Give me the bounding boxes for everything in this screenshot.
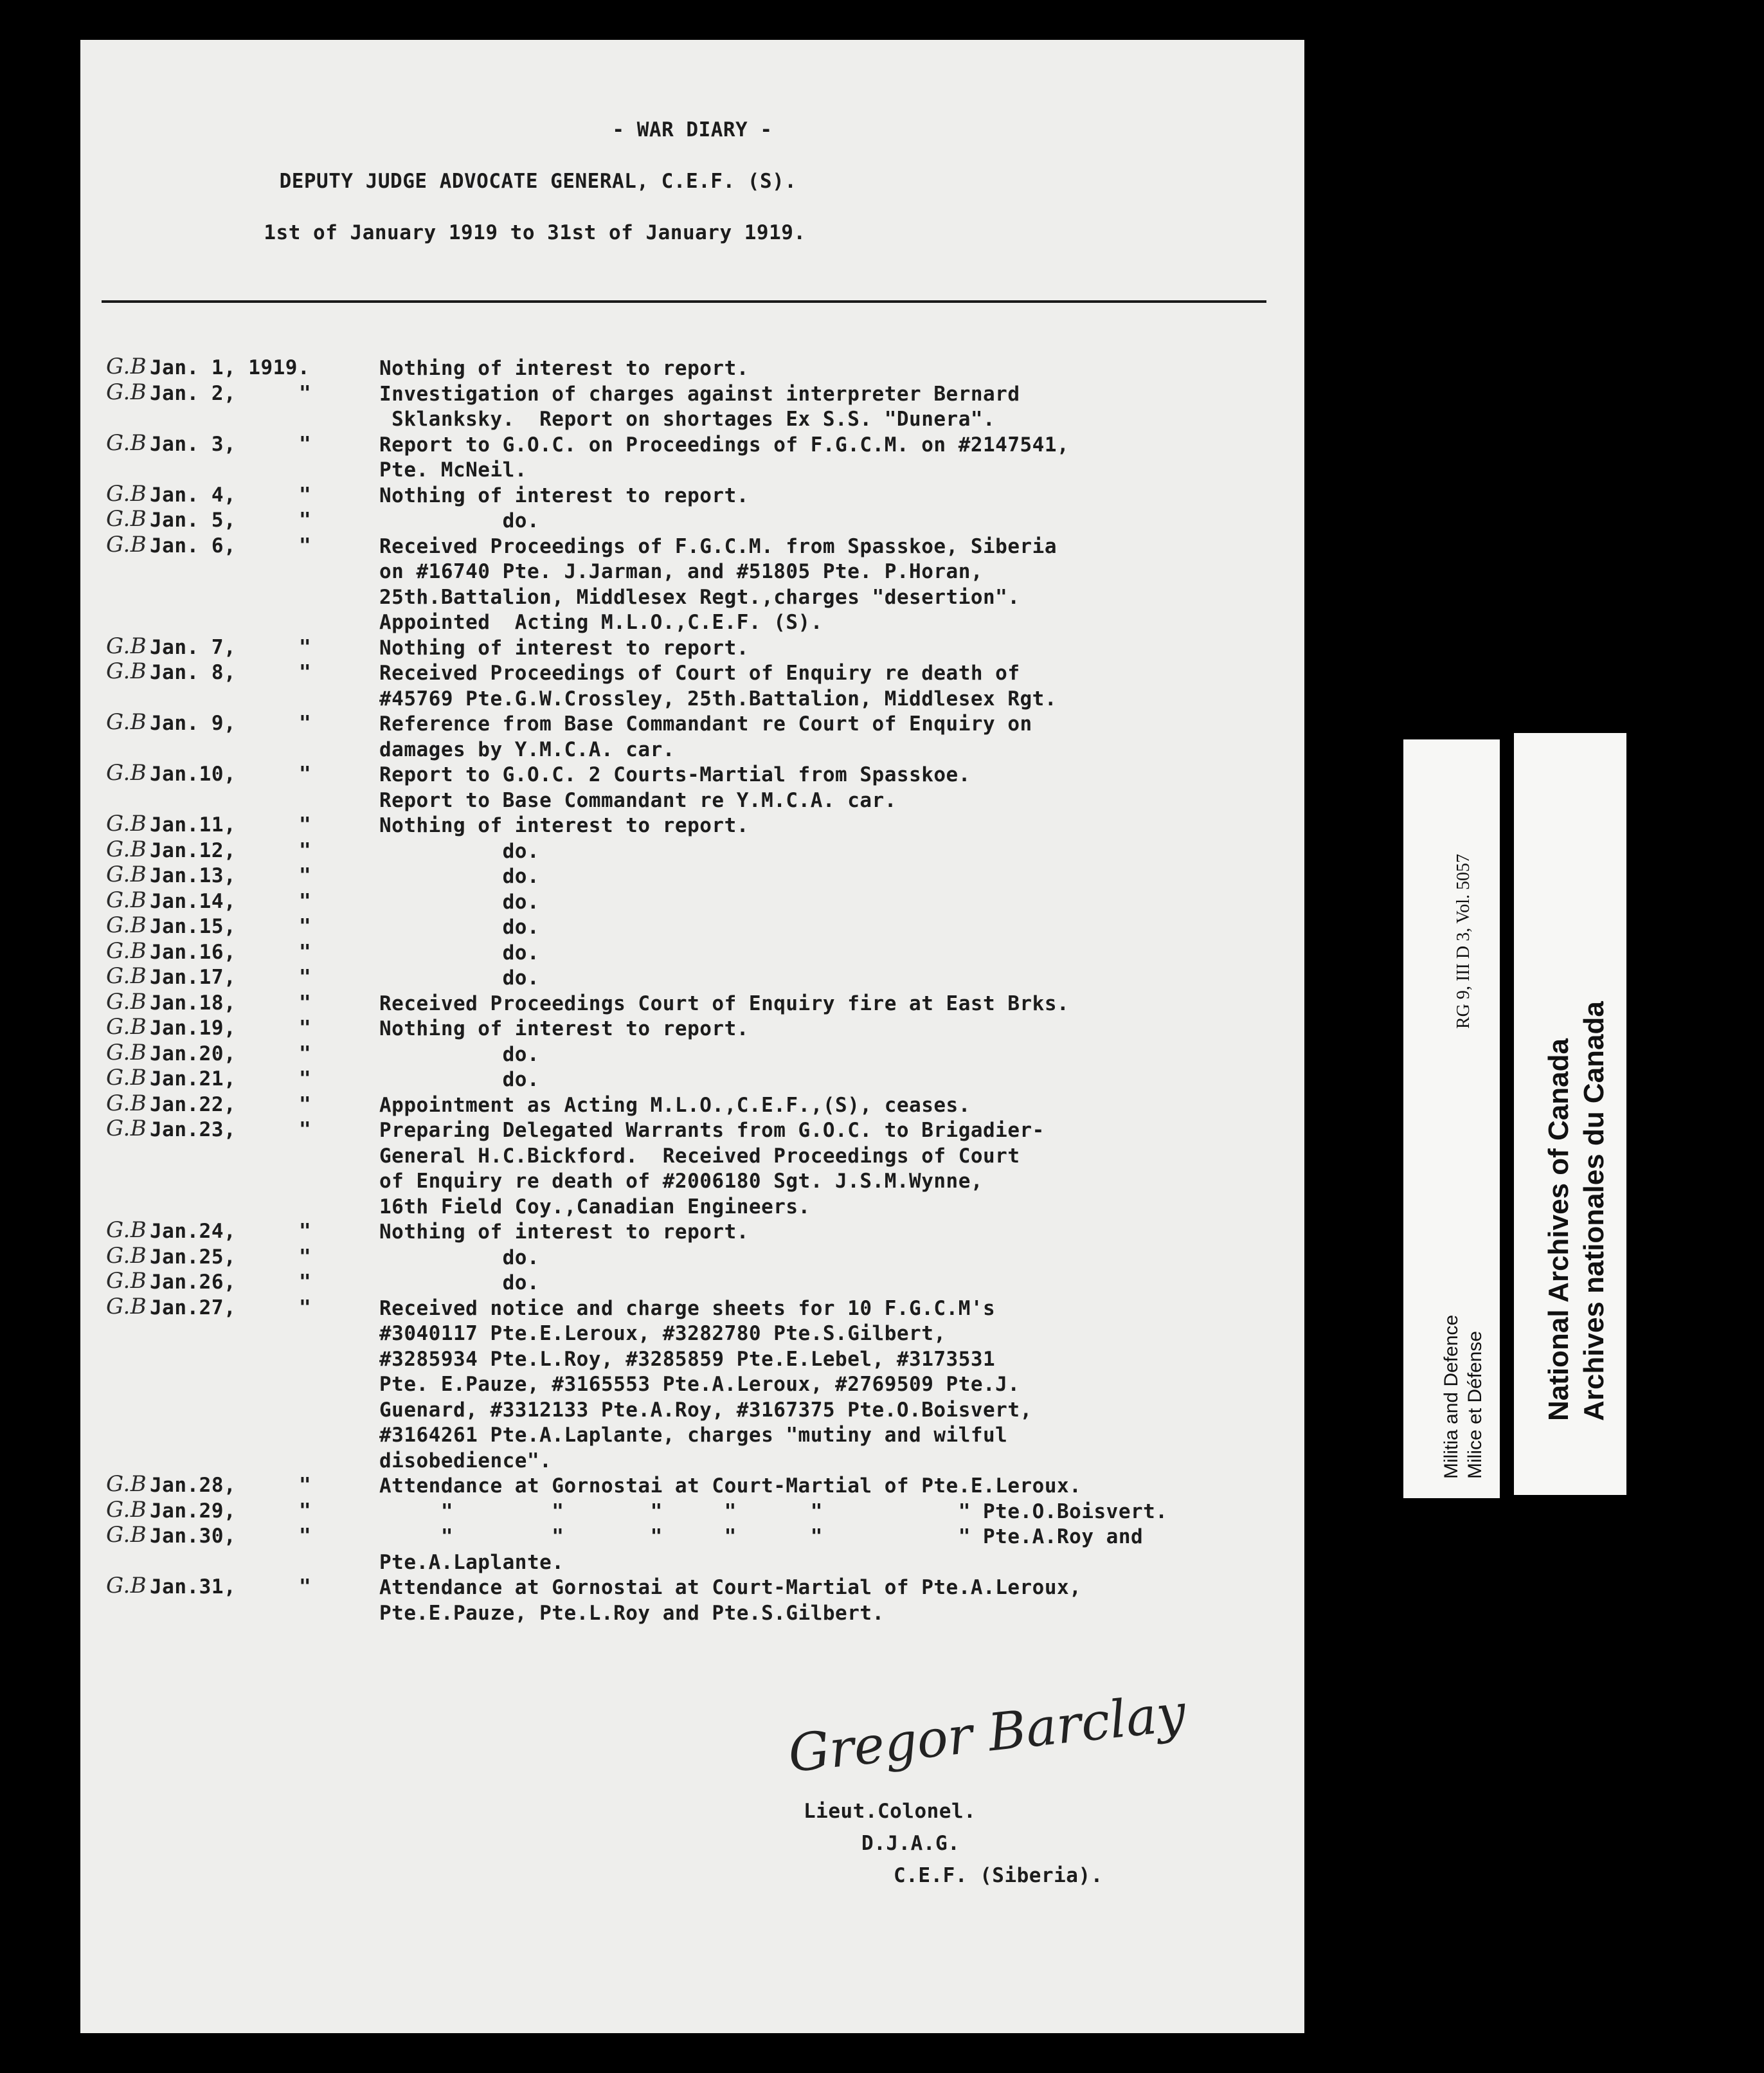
diary-entry: [80, 836, 1304, 865]
entry-text-line: Pte.E.Pauze, Pte.L.Roy and Pte.S.Gilbert.: [379, 1601, 885, 1625]
period-heading: 1st of January 1919 to 31st of January 1919.: [264, 221, 806, 244]
entry-initials: G.B: [106, 1293, 147, 1319]
entry-ditto-mark: ": [299, 1067, 312, 1091]
entry-text-line: Nothing of interest to report.: [379, 1220, 749, 1244]
diary-entry: [80, 864, 1304, 890]
diary-entry: [80, 1118, 1304, 1220]
entry-ditto-mark: ": [299, 1042, 312, 1065]
entry-date: Jan. 1, 1919.: [150, 356, 310, 379]
entry-date: Jan. 9,: [150, 712, 237, 735]
entry-text-line: Nothing of interest to report.: [379, 1017, 749, 1040]
entry-initials: G.B: [106, 912, 147, 938]
entry-ditto-mark: ": [299, 915, 312, 938]
diary-entries: [80, 356, 1304, 1626]
entry-ditto-mark: ": [299, 661, 312, 684]
entry-text-line: Nothing of interest to report.: [379, 814, 749, 837]
entry-initials: G.B: [106, 862, 147, 887]
entry-date: Jan.25,: [150, 1245, 237, 1269]
entry-initials: G.B: [106, 836, 147, 862]
entry-initials: G.B: [106, 1039, 147, 1065]
diary-title: - WAR DIARY -: [612, 118, 773, 141]
entry-text-line: disobedience".: [379, 1449, 552, 1472]
diary-entry: [80, 1293, 1304, 1474]
diary-entry: [80, 1575, 1304, 1626]
entry-initials: G.B: [106, 1268, 147, 1294]
entry-text-line: Received Proceedings of Court of Enquiry re death of: [379, 662, 1020, 685]
diary-entry: [80, 1014, 1304, 1042]
entry-text-line: Guenard, #3312133 Pte.A.Roy, #3167375 Pte.O.Boisvert,: [379, 1398, 1032, 1422]
diary-entry: [80, 1067, 1304, 1093]
entry-text-line: Report to G.O.C. on Proceedings of F.G.C.M. on #2147541,: [379, 433, 1070, 457]
entry-initials: G.B: [106, 531, 147, 557]
entry-text-line: 25th.Battalion, Middlesex Regt.,charges "desertion".: [379, 585, 1020, 609]
diary-entry: [80, 1242, 1304, 1271]
diary-entry: [80, 912, 1304, 941]
diary-entry: [80, 988, 1304, 1017]
entry-text-line: do.: [379, 941, 540, 964]
entry-text-line: damages by Y.M.C.A. car.: [379, 738, 675, 761]
entry-text-line: do.: [379, 1271, 540, 1294]
entry-text-line: Nothing of interest to report.: [379, 636, 749, 660]
entry-ditto-mark: ": [299, 1118, 312, 1141]
archive-label-institution: [1514, 733, 1626, 1495]
entry-ditto-mark: ": [299, 432, 312, 456]
entry-date: Jan.15,: [150, 915, 237, 938]
entry-date: Jan.26,: [150, 1271, 237, 1294]
diary-entry: [80, 633, 1304, 662]
entry-initials: G.B: [106, 1116, 147, 1141]
entry-date: Jan.10,: [150, 763, 237, 786]
entry-ditto-mark: ": [299, 1474, 312, 1497]
diary-entry: [80, 963, 1304, 991]
entry-initials: G.B: [106, 1471, 147, 1497]
signature-office: D.J.A.G.: [861, 1832, 960, 1855]
entry-initials: G.B: [106, 887, 147, 913]
signature-rank: Lieut.Colonel.: [804, 1800, 977, 1823]
entry-text-line: do.: [379, 1068, 540, 1091]
label-militia-en: Militia and Defence: [1441, 1314, 1462, 1479]
entry-ditto-mark: ": [299, 1271, 312, 1294]
entry-text-line: #3285934 Pte.L.Roy, #3285859 Pte.E.Lebel, #3173531: [379, 1347, 996, 1371]
diary-entry: [80, 531, 1304, 636]
entry-date: Jan.31,: [150, 1575, 237, 1598]
diary-entry: [80, 1039, 1304, 1068]
entry-ditto-mark: ": [299, 1245, 312, 1269]
entry-date: Jan.20,: [150, 1042, 237, 1065]
entry-text-line: do.: [379, 509, 540, 532]
diary-page: [80, 40, 1304, 2033]
entry-ditto-mark: ": [299, 813, 312, 837]
entry-date: Jan. 5,: [150, 509, 237, 532]
entry-text-line: Preparing Delegated Warrants from G.O.C. to Brigadier-: [379, 1119, 1045, 1142]
diary-entry: [80, 1217, 1304, 1245]
label-archives-fr: Archives nationales du Canada: [1578, 1001, 1610, 1421]
entry-initials: G.B: [106, 633, 147, 659]
entry-ditto-mark: ": [299, 1017, 312, 1040]
diary-entry: [80, 709, 1304, 763]
entry-ditto-mark: ": [299, 534, 312, 557]
entry-date: Jan.14,: [150, 889, 237, 913]
entry-text-line: Appointed Acting M.L.O.,C.E.F. (S).: [379, 611, 823, 634]
entry-initials: G.B: [106, 1065, 147, 1091]
entry-text-line: Received Proceedings Court of Enquiry fire at East Brks.: [379, 991, 1070, 1015]
signature-unit: C.E.F. (Siberia).: [894, 1864, 1103, 1887]
entry-ditto-mark: ": [299, 509, 312, 532]
entry-ditto-mark: ": [299, 763, 312, 786]
entry-text-line: #3040117 Pte.E.Leroux, #3282780 Pte.S.Gilbert,: [379, 1322, 946, 1345]
diary-entry: [80, 1496, 1304, 1525]
diary-entry: [80, 379, 1304, 433]
diary-entry: [80, 1471, 1304, 1499]
entry-ditto-mark: ": [299, 1499, 312, 1523]
entry-initials: G.B: [106, 1217, 147, 1243]
entry-initials: G.B: [106, 1573, 147, 1598]
entry-date: Jan.22,: [150, 1092, 237, 1116]
entry-ditto-mark: ": [299, 635, 312, 659]
entry-date: Jan.18,: [150, 991, 237, 1015]
entry-date: Jan.17,: [150, 966, 237, 989]
entry-initials: G.B: [106, 1014, 147, 1040]
entry-initials: G.B: [106, 480, 147, 507]
entry-text-line: do.: [379, 1042, 540, 1066]
entry-initials: G.B: [106, 1090, 147, 1116]
entry-date: Jan. 6,: [150, 534, 237, 557]
entry-text-line: Appointment as Acting M.L.O.,C.E.F.,(S), ceases.: [379, 1093, 971, 1117]
entry-initials: G.B: [106, 963, 147, 989]
label-militia-fr: Milice et Défense: [1464, 1330, 1486, 1479]
diary-entry: [80, 760, 1304, 813]
entry-ditto-mark: ": [299, 1092, 312, 1116]
entry-initials: G.B: [106, 506, 147, 532]
entry-date: Jan.27,: [150, 1296, 237, 1319]
diary-entry: [80, 937, 1304, 966]
diary-entry: [80, 1522, 1304, 1575]
diary-entry: [80, 887, 1304, 916]
entry-text-line: Attendance at Gornostai at Court-Martial of Pte.E.Leroux.: [379, 1474, 1082, 1498]
entry-ditto-mark: ": [299, 940, 312, 964]
archive-label-reference: [1403, 739, 1500, 1498]
entry-ditto-mark: ": [299, 1525, 312, 1548]
entry-text-line: do.: [379, 916, 540, 939]
entry-date: Jan.30,: [150, 1525, 237, 1548]
entry-initials: G.B: [106, 379, 147, 405]
entry-text-line: Investigation of charges against interpreter Bernard: [379, 382, 1020, 406]
entry-text-line: #3164261 Pte.A.Laplante, charges "mutiny and wilful: [379, 1424, 1008, 1447]
diary-entry: [80, 813, 1304, 839]
entry-date: Jan.24,: [150, 1220, 237, 1243]
entry-text-line: Nothing of interest to report.: [379, 357, 749, 380]
entry-initials: G.B: [106, 988, 147, 1015]
entry-ditto-mark: ": [299, 381, 312, 405]
entry-text-line: General H.C.Bickford. Received Proceedings of Court: [379, 1144, 1020, 1168]
entry-date: Jan.12,: [150, 838, 237, 862]
entry-date: Jan.28,: [150, 1474, 237, 1497]
entry-text-line: Pte.A.Laplante.: [379, 1550, 564, 1574]
diary-entry: [80, 1090, 1304, 1119]
entry-text-line: Reference from Base Commandant re Court of Enquiry on: [379, 712, 1032, 736]
entry-text-line: Received notice and charge sheets for 10 F.G.C.M's: [379, 1296, 996, 1320]
diary-entry: [80, 1268, 1304, 1296]
entry-date: Jan. 7,: [150, 635, 237, 659]
entry-text-line: Pte. McNeil.: [379, 458, 527, 482]
signature: Gregor Barclay: [785, 1682, 1189, 1784]
entry-text-line: " " " " " " Pte.O.Boisvert.: [379, 1499, 1168, 1523]
entry-text-line: do.: [379, 1245, 540, 1269]
entry-text-line: Attendance at Gornostai at Court-Martial of Pte.A.Leroux,: [379, 1576, 1082, 1599]
entry-date: Jan.21,: [150, 1067, 237, 1091]
diary-entry: [80, 480, 1304, 509]
entry-date: Jan. 8,: [150, 661, 237, 684]
entry-ditto-mark: ": [299, 889, 312, 913]
entry-text-line: Report to G.O.C. 2 Courts-Martial from Spasskoe.: [379, 763, 971, 786]
entry-text-line: 16th Field Coy.,Canadian Engineers.: [379, 1195, 811, 1218]
label-reference-number: RG 9, III D 3, Vol. 5057: [1454, 854, 1473, 1029]
entry-text-line: Nothing of interest to report.: [379, 484, 749, 507]
entry-initials: G.B: [106, 354, 147, 379]
entry-text-line: do.: [379, 890, 540, 914]
entry-ditto-mark: ": [299, 1575, 312, 1598]
entry-date: Jan.11,: [150, 813, 237, 837]
label-archives-en: National Archives of Canada: [1543, 1038, 1574, 1421]
entry-text-line: do.: [379, 966, 540, 990]
entry-ditto-mark: ": [299, 966, 312, 989]
entry-initials: G.B: [106, 430, 147, 456]
entry-text-line: on #16740 Pte. J.Jarman, and #51805 Pte. P.Horan,: [379, 560, 984, 583]
diary-entry: [80, 430, 1304, 484]
entry-initials: G.B: [106, 811, 147, 837]
entry-text-line: Report to Base Commandant re Y.M.C.A. car.: [379, 788, 897, 812]
entry-date: Jan.23,: [150, 1118, 237, 1141]
entry-date: Jan. 4,: [150, 483, 237, 507]
entry-ditto-mark: ": [299, 712, 312, 735]
entry-date: Jan.29,: [150, 1499, 237, 1523]
entry-text-line: of Enquiry re death of #2006180 Sgt. J.S.M.Wynne,: [379, 1170, 984, 1193]
unit-heading: DEPUTY JUDGE ADVOCATE GENERAL, C.E.F. (S).: [279, 170, 797, 193]
entry-date: Jan.13,: [150, 864, 237, 887]
entry-ditto-mark: ": [299, 864, 312, 887]
entry-ditto-mark: ": [299, 991, 312, 1015]
entry-date: Jan. 2,: [150, 381, 237, 405]
entry-ditto-mark: ": [299, 838, 312, 862]
entry-date: Jan. 3,: [150, 432, 237, 456]
entry-initials: G.B: [106, 937, 147, 964]
entry-ditto-mark: ": [299, 1296, 312, 1319]
header-rule: [102, 300, 1266, 303]
diary-entry: [80, 658, 1304, 712]
entry-ditto-mark: ": [299, 1220, 312, 1243]
entry-text-line: do.: [379, 839, 540, 863]
entry-initials: G.B: [106, 658, 147, 684]
diary-entry: [80, 506, 1304, 534]
entry-text-line: do.: [379, 865, 540, 888]
entry-initials: G.B: [106, 760, 147, 786]
entry-date: Jan.19,: [150, 1017, 237, 1040]
entry-text-line: #45769 Pte.G.W.Crossley, 25th.Battalion, Middlesex Rgt.: [379, 687, 1057, 711]
entry-text-line: Sklanksky. Report on shortages Ex S.S. "Dunera".: [379, 408, 996, 431]
entry-text-line: " " " " " " Pte.A.Roy and: [379, 1525, 1144, 1548]
entry-text-line: Pte. E.Pauze, #3165553 Pte.A.Leroux, #2769509 Pte.J.: [379, 1373, 1020, 1396]
diary-entry: [80, 356, 1304, 382]
entry-text-line: Received Proceedings of F.G.C.M. from Spasskoe, Siberia: [379, 534, 1057, 558]
entry-initials: G.B: [106, 1242, 147, 1269]
entry-initials: G.B: [106, 709, 147, 735]
entry-ditto-mark: ": [299, 483, 312, 507]
entry-initials: G.B: [106, 1496, 147, 1523]
entry-date: Jan.16,: [150, 940, 237, 964]
entry-initials: G.B: [106, 1522, 147, 1548]
